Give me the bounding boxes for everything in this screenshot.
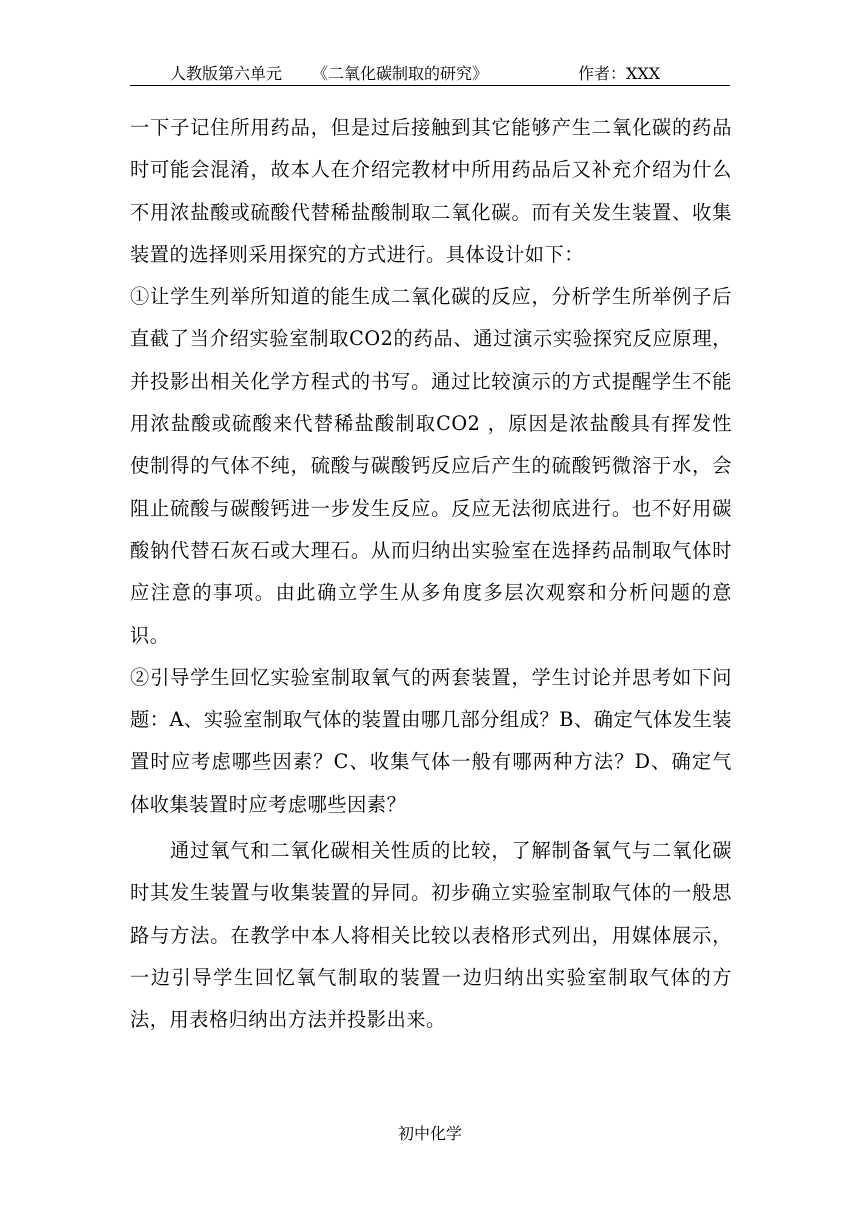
header-title: 《二氧化碳制取的研究》 [312,64,489,83]
header-edition: 人教版第六单元 [170,64,283,83]
page-footer: 初中化学 [397,1124,462,1143]
document-body [130,107,732,1042]
paragraph-3: ②引导学生回忆实验室制取氧气的两套装置，学生讨论并思考如下问题：A、实验室制取气体的装置由哪几部分组成？B、确定气体发生装置时应考虑哪些因素？C、收集气体一般有哪两种方法？D、确定气体收集装置时应考虑哪些因素？ [130,665,732,816]
page-header [130,62,730,86]
header-author: 作者：XXX [578,64,661,83]
header-rule [130,85,730,86]
paragraph-1: 一下子记住所用药品，但是过后接触到其它能够产生二氧化碳的药品时可能会混淆，故本人在介绍完教材中所用药品后又补充介绍为什么不用浓盐酸或硫酸代替稀盐酸制取二氧化碳。而有关发生装置、收集装置的选择则采用探究的方式进行。具体设计如下： [130,116,732,266]
paragraph-4: 通过氧气和二氧化碳相关性质的比较，了解制备氧气与二氧化碳时其发生装置与收集装置的异同。初步确立实验室制取气体的一般思路与方法。在教学中本人将相关比较以表格形式列出，用媒体展示，一边引导学生回忆氧气制取的装置一边归纳出实验室制取气体的方法，用表格归纳出方法并投影出来。 [130,839,732,1032]
paragraph-2: ①让学生列举所知道的能生成二氧化碳的反应，分析学生所举例子后直截了当介绍实验室制取CO2的药品、通过演示实验探究反应原理，并投影出相关化学方程式的书写。通过比较演示的方式提醒学生不能用浓盐酸或硫酸来代替稀盐酸制取CO2 ，原因是浓盐酸具有挥发性使制得的气体不纯，硫酸与碳酸钙反应后产生的硫酸钙微溶于水，会阻止硫酸与碳酸钙进一步发生反应。反应无法彻底进行。也不好用碳酸钠代替石灰石或大理石。从而归纳出实验室在选择药品制取气体时应注意的事项。由此确立学生从多角度多层次观察和分析问题的意识。 [130,285,732,647]
